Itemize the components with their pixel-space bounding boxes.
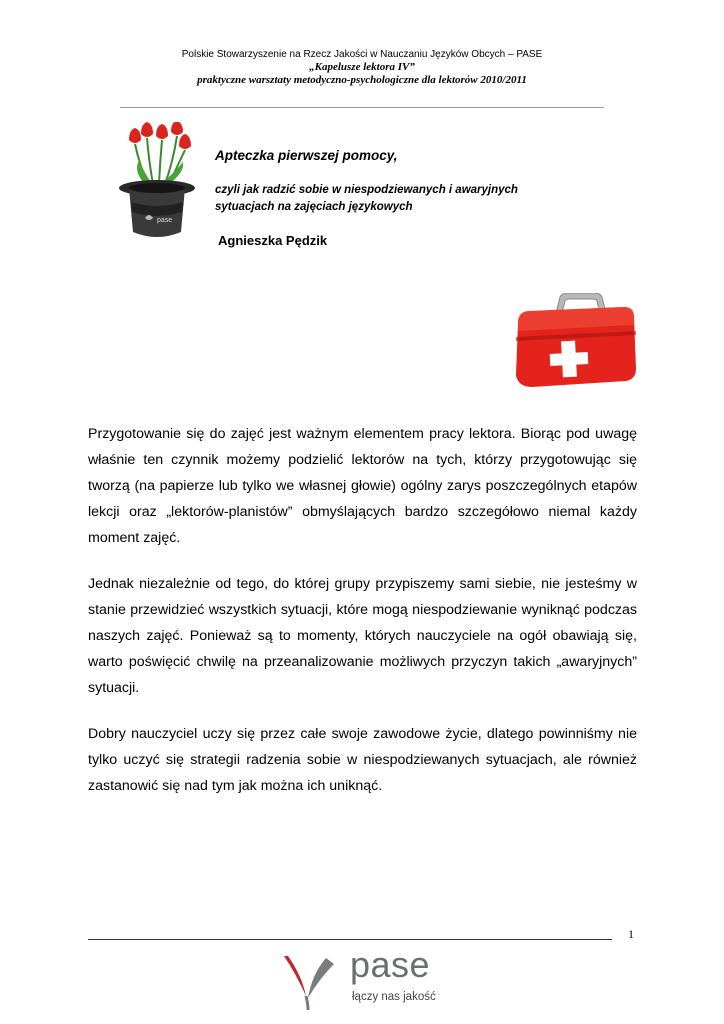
header-organization: Polskie Stowarzyszenie na Rzecz Jakości w Nauczaniu Języków Obcych – PASE — [181, 49, 543, 60]
article-title: Apteczka pierwszej pomocy, — [215, 148, 398, 163]
paragraph-1: Przygotowanie się do zajęć jest ważnym elementem pracy lektora. Biorąc pod uwagę właśnie ten czynnik możemy podzielić lektorów na tych, którzy przygotowując się tworzą (na papierze lub tylko we własnej głowie) ogólny zarys poszczególnych etapów lekcji oraz „lektorów-planistów” obmyślających bardzo szczegółowo niemal każdy moment zajęć. — [88, 426, 637, 546]
page-number: 1 — [628, 927, 634, 941]
page-header — [120, 48, 604, 87]
first-aid-kit-image — [512, 293, 640, 388]
article-body — [88, 421, 637, 819]
hat-logo-text: pase — [157, 217, 173, 224]
article-author: Agnieszka Pędzik — [218, 233, 328, 248]
logo-wordmark: pase — [350, 944, 431, 985]
header-divider — [120, 107, 604, 108]
header-subtitle: praktyczne warsztaty metodyczno-psychologiczne dla lektorów 2010/2011 — [197, 74, 527, 86]
tulip-hat-image — [115, 122, 200, 240]
logo-tagline: łączy nas jakość — [352, 991, 436, 1003]
header-event: „Kapelusze lektora IV” — [309, 61, 415, 73]
paragraph-2: Jednak niezależnie od tego, do której grupy przypiszemy sami siebie, nie jesteśmy w stanie przewidzieć wszystkich sytuacji, które mogą niespodziewanie wyniknąć podczas naszych zajęć. Ponieważ są to momenty, których nauczyciele na ogół obawiają się, warto poświęcić chwilę na przeanalizowanie możliwych przyczyn takich „awaryjnych” sytuacji. — [88, 576, 637, 696]
footer-divider — [88, 939, 612, 940]
article-subtitle: czyli jak radzić sobie w niespodziewanych i awaryjnych sytuacjach na zajęciach językowych — [215, 184, 518, 213]
paragraph-3: Dobry nauczyciel uczy się przez całe swoje zawodowe życie, dlatego powinniśmy nie tylko uczyć się strategii radzenia sobie w niespodziewanych sytuacjach, ale również zastanowić się nad tym jak można ich uniknąć. — [88, 726, 637, 794]
